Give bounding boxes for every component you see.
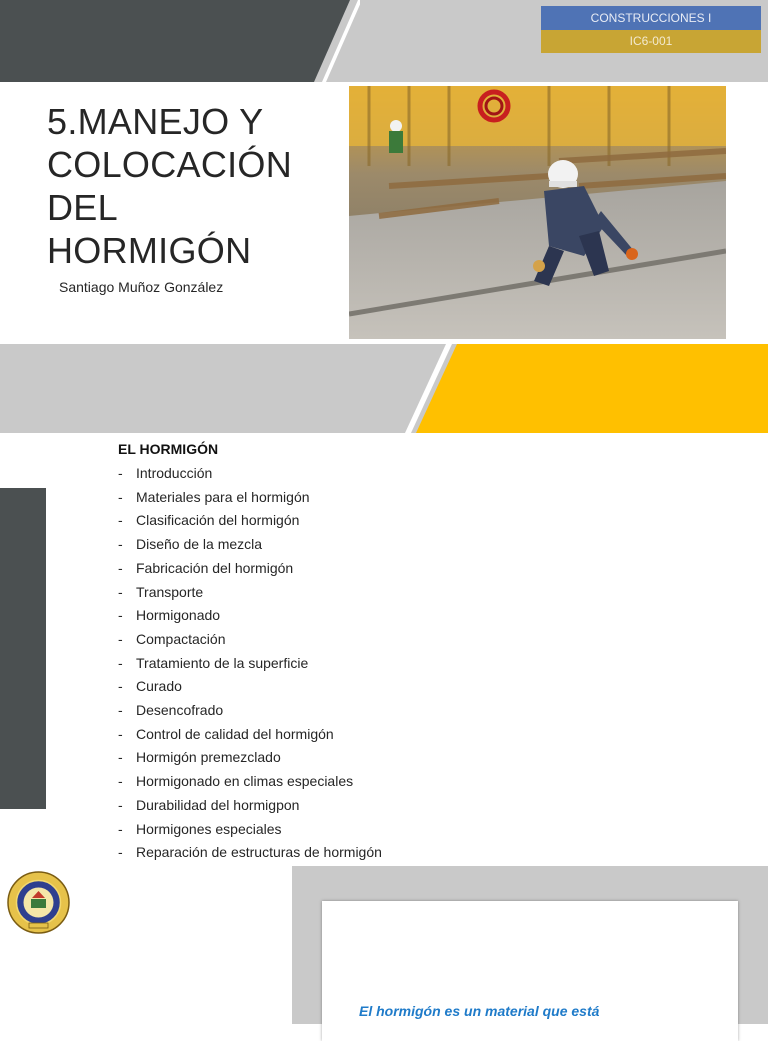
toc-item: - Tratamiento de la superficie bbox=[118, 654, 309, 671]
concrete-worker-image bbox=[349, 86, 726, 339]
title-line-2: COLOCACIÓN DEL bbox=[47, 144, 293, 228]
toc-item: - Durabilidad del hormigpon bbox=[118, 796, 300, 813]
toc-item: - Compactación bbox=[118, 630, 226, 647]
toc-item: - Hormigonado bbox=[118, 607, 221, 624]
toc-item: - Materiales para el hormigón bbox=[118, 488, 310, 505]
background-worker bbox=[389, 120, 403, 153]
course-name: CONSTRUCCIONES I bbox=[541, 6, 761, 30]
toc-item: - Transporte bbox=[118, 583, 204, 600]
course-badge bbox=[541, 6, 761, 53]
toc-item: - Introducción bbox=[118, 465, 213, 481]
header-dark-shape bbox=[0, 0, 360, 82]
toc-item: - Curado bbox=[118, 678, 182, 695]
toc-item: - Hormigonado en climas especiales bbox=[118, 773, 354, 790]
toc-item: - Fabricación del hormigón bbox=[118, 559, 294, 576]
toc-item: - Hormigones especiales bbox=[118, 820, 282, 837]
toc-item: - Desencofrado bbox=[118, 702, 224, 719]
course-code: IC6-001 bbox=[541, 30, 761, 53]
toc-item: - Control de calidad del hormigón bbox=[118, 725, 334, 742]
author-name: Santiago Muñoz González bbox=[59, 279, 224, 295]
page-title bbox=[47, 100, 347, 272]
toc-item: - Hormigón premezclado bbox=[118, 749, 281, 766]
university-seal-logo bbox=[7, 871, 70, 934]
toc-heading: EL HORMIGÓN bbox=[118, 441, 219, 457]
toc-item: - Clasificación del hormigón bbox=[118, 512, 300, 529]
toc-item: - Reparación de estructuras de hormigón bbox=[118, 844, 382, 861]
title-line-3: HORMIGÓN bbox=[47, 230, 252, 271]
toc-item: - Diseño de la mezcla bbox=[118, 536, 263, 553]
next-page-intro-text: El hormigón es un material que está bbox=[359, 1003, 600, 1019]
section-divider-band bbox=[0, 344, 768, 433]
next-page-card bbox=[322, 901, 738, 1041]
side-accent-bar bbox=[0, 488, 46, 809]
cover-photo bbox=[349, 86, 726, 339]
title-line-1: 5.MANEJO Y bbox=[47, 101, 264, 142]
toc-list bbox=[118, 462, 382, 865]
